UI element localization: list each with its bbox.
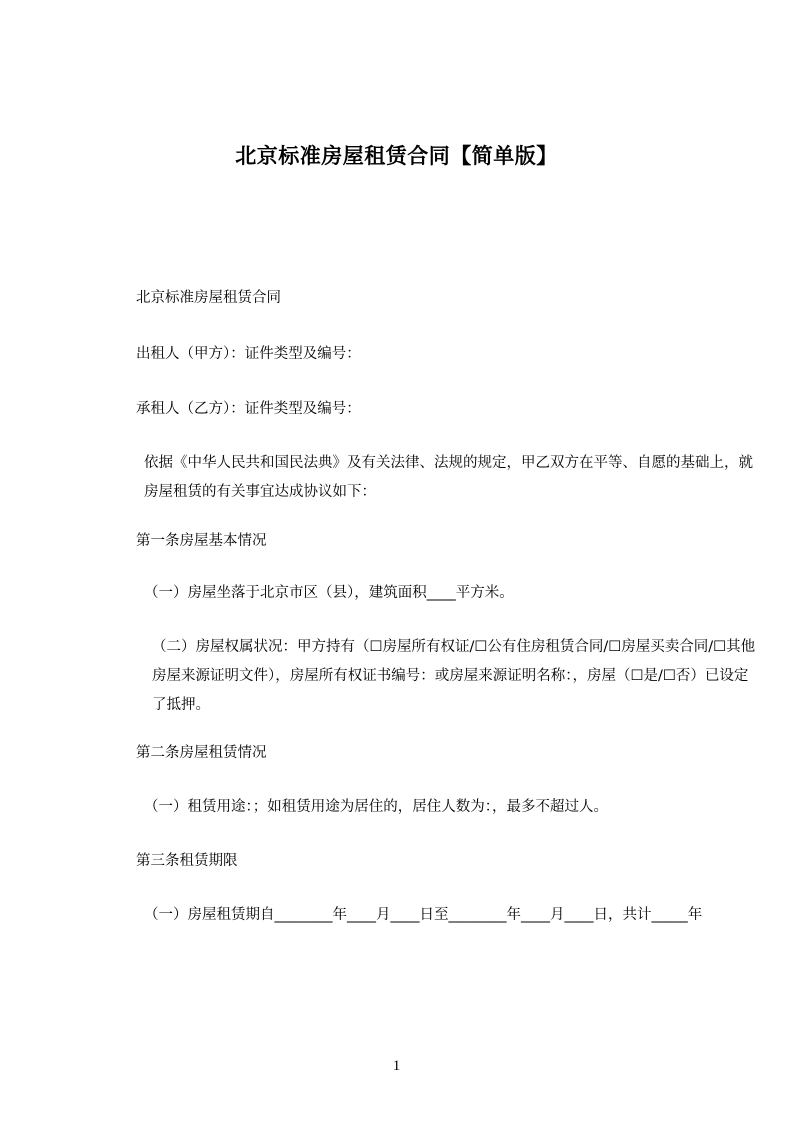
lessee-line: 承租人（乙方）：证件类型及编号： [136,401,361,417]
article-2-clause-1: （一）租赁用途：；如租赁用途为居住的，居住人数为：，最多不超过人。 [144,799,608,815]
contract-name-line: 北京标准房屋租赁合同 [136,290,281,306]
document-title: 北京标准房屋租赁合同【简单版】 [235,144,558,168]
article-3-heading: 第三条租赁期限 [136,853,238,869]
article-3-clause-1: （一）房屋租赁期自________年____月____日至________年____月____日，共计_____年 [144,907,703,923]
preamble-paragraph: 依据《中华人民共和国民法典》及有关法律、法规的规定，甲乙双方在平等、自愿的基础上，就房屋租赁的有关事宜达成协议如下： [144,455,753,500]
article-1-clause-1: （一）房屋坐落于北京市区（县），建筑面积____平方米。 [144,585,514,601]
article-1-clause-2: （二）房屋权属状况：甲方持有（☐房屋所有权证/☐公有住房租赁合同/☐房屋买卖合同/☐其他房屋来源证明文件），房屋所有权证书编号：或房屋来源证明名称：，房屋（☐是/☐否）已设定了抵押。 [152,639,756,713]
lessor-line: 出租人（甲方）：证件类型及编号： [136,346,361,362]
article-1-heading: 第一条房屋基本情况 [136,533,267,549]
article-2-heading: 第二条房屋租赁情况 [136,745,267,761]
page-number: 1 [392,1058,401,1074]
